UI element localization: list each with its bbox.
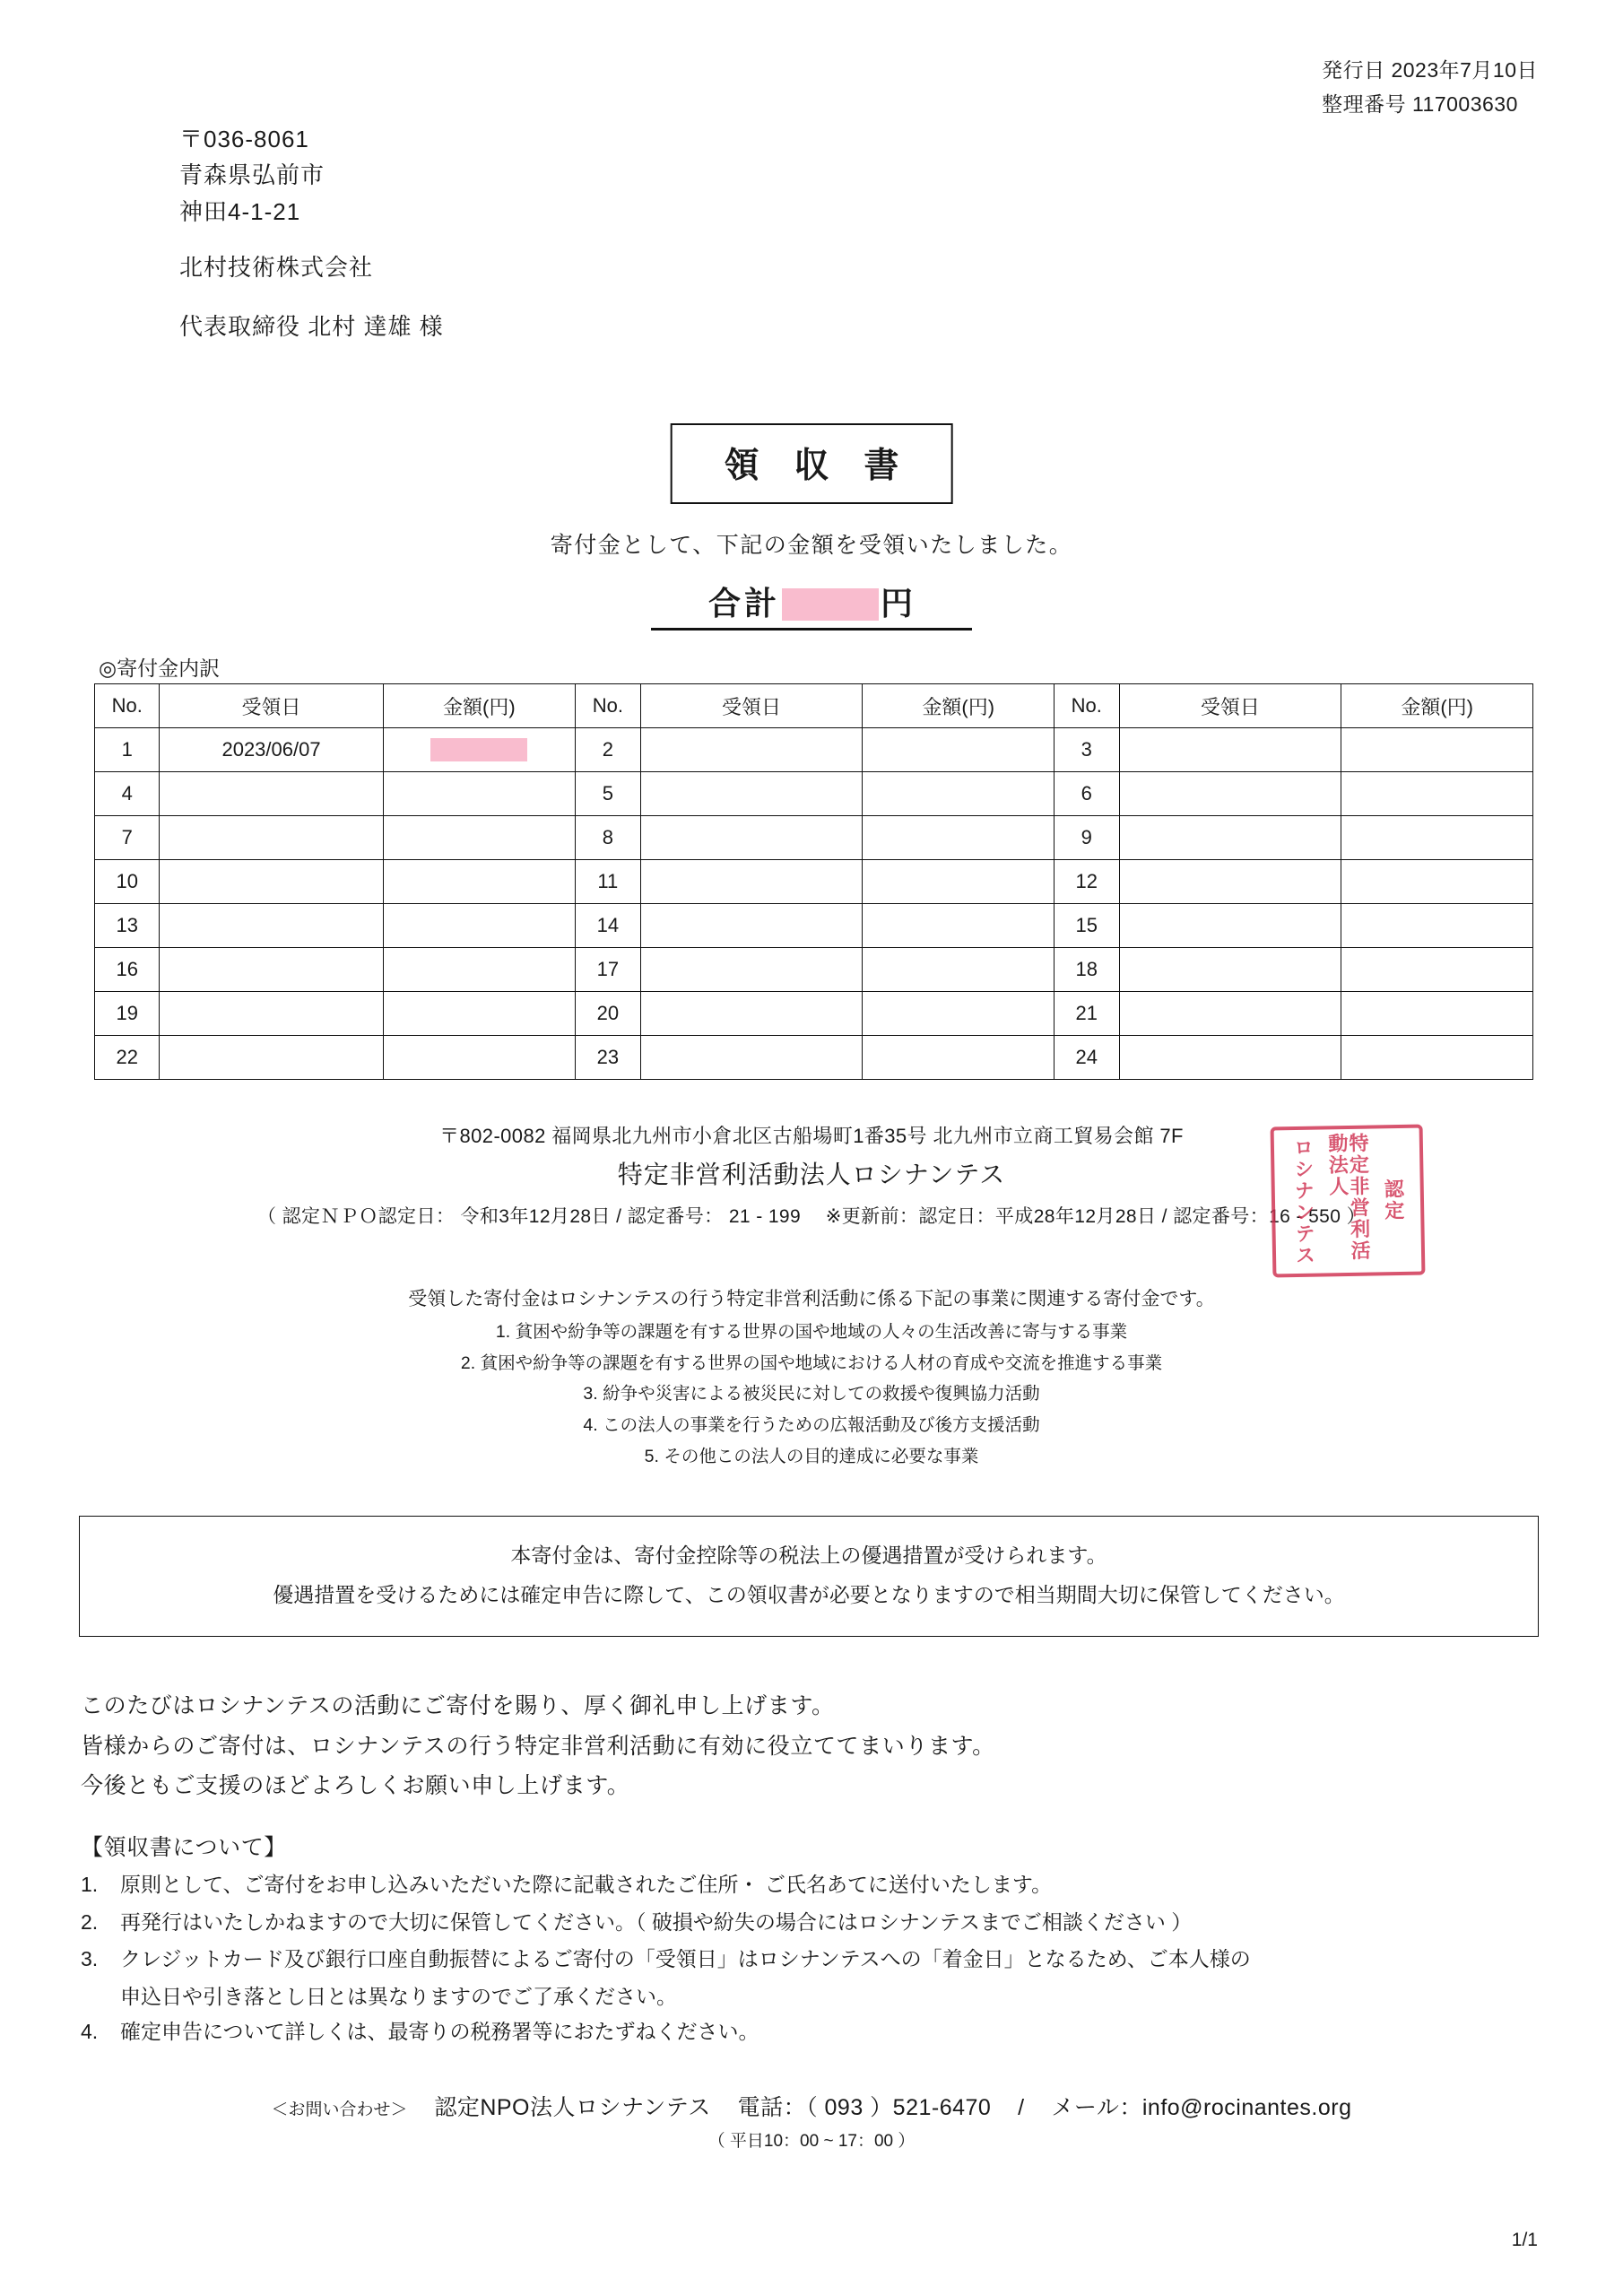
table-row: [95, 816, 1533, 860]
document-title: 領 収 書: [671, 423, 953, 504]
cell-amount: [1341, 992, 1533, 1036]
th-date-2: 受領日: [640, 684, 863, 728]
cell-date: [640, 904, 863, 948]
cell-no: 13: [95, 904, 160, 948]
cell-date: [640, 992, 863, 1036]
purpose-item: 2. 貧困や紛争等の課題を有する世界の国や地域における人材の育成や交流を推進する事業: [460, 1352, 1163, 1373]
about-item: [81, 1905, 1551, 1941]
cell-date: [1119, 948, 1341, 992]
addressee-block: [179, 121, 444, 344]
cell-no: 21: [1055, 992, 1119, 1036]
cell-date: [640, 772, 863, 816]
cell-amount: [383, 904, 576, 948]
total-amount-row: [651, 578, 972, 631]
table-row: [95, 904, 1533, 948]
contact-mail: メール：info@rocinantes.org: [1051, 2095, 1352, 2120]
cell-date: [640, 948, 863, 992]
th-date-3: 受領日: [1119, 684, 1341, 728]
about-item-number: 3.: [81, 1947, 99, 1971]
cell-no: 5: [576, 772, 640, 816]
th-no-1: No.: [95, 684, 160, 728]
cell-no: 10: [95, 860, 160, 904]
cell-amount: [1341, 904, 1533, 948]
cell-no: 14: [576, 904, 640, 948]
seal-text-3: ロシナンテス: [1290, 1136, 1316, 1267]
cell-amount: [863, 772, 1055, 816]
cell-no: 17: [576, 948, 640, 992]
seal-text-2: 特定非営利活動法人: [1324, 1132, 1372, 1263]
org-name: 特定非営利活動法人ロシナンテス: [617, 1161, 1006, 1188]
purpose-item: 1. 貧困や紛争等の課題を有する世界の国や地域の人々の生活改善に寄与する事業: [495, 1322, 1128, 1342]
addressee-street: 神田4-1-21: [179, 197, 301, 225]
cell-no: 12: [1055, 860, 1119, 904]
cell-amount: [383, 1036, 576, 1080]
purpose-heading: 受領した寄付金はロシナンテスの行う特定非営利活動に係る下記の事業に関連する寄付金です。: [408, 1289, 1215, 1309]
about-item-text: 原則として、ご寄付をお申し込みいただいた際に記載されたご住所・ ご氏名あてに送付いたします。: [120, 1873, 1053, 1896]
cell-no: 11: [576, 860, 640, 904]
tax-notice-line-2: 優遇措置を受けるためには確定申告に際して、この領収書が必要となりますので相当期間大切に保管してください。: [273, 1582, 1345, 1606]
cell-amount: [1341, 1036, 1533, 1080]
breakdown-caption: ◎寄付金内訳: [99, 657, 221, 680]
thanks-line-1: このたびはロシナンテスの活動にご寄付を賜り、厚く御礼申し上げます。: [81, 1693, 835, 1718]
tax-notice-line-1: 本寄付金は、寄付金控除等の税法上の優遇措置が受けられます。: [510, 1544, 1107, 1567]
cell-amount: [383, 860, 576, 904]
table-row: [95, 948, 1533, 992]
cell-date: [160, 772, 383, 816]
page-number: 1/1: [1511, 2230, 1538, 2250]
purpose-item: 3. 紛争や災害による被災民に対しての救援や復興協力活動: [583, 1384, 1040, 1405]
cell-date: [640, 1036, 863, 1080]
cell-no: 4: [95, 772, 160, 816]
receipt-lead-text: 寄付金として、下記の金額を受領いたしました。: [550, 533, 1073, 558]
cell-amount: [1341, 860, 1533, 904]
contact-prefix: ＜お問い合わせ＞: [271, 2100, 408, 2119]
cell-no: 2: [576, 728, 640, 772]
cell-date: [160, 816, 383, 860]
cell-no: 19: [95, 992, 160, 1036]
addressee-prefecture-city: 青森県弘前市: [179, 161, 325, 189]
th-no-2: No.: [576, 684, 640, 728]
cell-no: 1: [95, 728, 160, 772]
reference-number: 整理番号 117003630: [1322, 91, 1518, 116]
thanks-message: [81, 1686, 995, 1806]
cell-no: 7: [95, 816, 160, 860]
cell-date: [160, 860, 383, 904]
cell-no: 20: [576, 992, 640, 1036]
cell-amount: [383, 772, 576, 816]
cell-no: 15: [1055, 904, 1119, 948]
cell-amount: [383, 992, 576, 1036]
cell-date: [1119, 860, 1341, 904]
cell-amount: [1341, 772, 1533, 816]
donation-breakdown-table: [94, 683, 1533, 1080]
cell-no: 18: [1055, 948, 1119, 992]
cell-amount: [863, 860, 1055, 904]
cell-date: [160, 904, 383, 948]
th-amount-3: 金額(円): [1341, 684, 1533, 728]
table-header-row: [95, 684, 1533, 728]
cell-no: 3: [1055, 728, 1119, 772]
cell-amount: [863, 992, 1055, 1036]
table-row: [95, 1036, 1533, 1080]
about-item: [81, 2014, 1551, 2050]
cell-date: [1119, 728, 1341, 772]
amount-redaction: [430, 738, 527, 761]
cell-date: 2023/06/07: [160, 728, 383, 772]
cell-date: [160, 992, 383, 1036]
cell-amount: [863, 816, 1055, 860]
about-item-continuation: 申込日や引き落とし日とは異なりますのでご了承ください。: [120, 1984, 677, 2008]
purpose-item: 5. その他この法人の目的達成に必要な事業: [644, 1446, 979, 1466]
about-item-text: 確定申告について詳しくは、最寄りの税務署等におたずねください。: [120, 2020, 759, 2044]
cell-date: [1119, 772, 1341, 816]
contact-line: [0, 2090, 1623, 2122]
total-label: 合計: [707, 585, 780, 622]
about-item-text: 再発行はいたしかねますので大切に保管してください。（ 破損や紛失の場合にはロシナンテスまでご相談ください ）: [120, 1909, 1193, 1934]
thanks-line-3: 今後ともご支援のほどよろしくお願い申し上げます。: [81, 1773, 630, 1798]
cell-date: [1119, 992, 1341, 1036]
cell-amount-redacted: [383, 728, 576, 772]
contact-tel: 電話：（ 093 ）521-6470: [737, 2095, 992, 2120]
th-amount-2: 金額(円): [863, 684, 1055, 728]
cell-no: 22: [95, 1036, 160, 1080]
addressee-postal-code: 〒036-8061: [179, 126, 309, 152]
total-yen-unit: 円: [881, 585, 916, 622]
official-seal-stamp: [1271, 1125, 1426, 1278]
total-amount-redaction: [782, 588, 879, 621]
cell-amount: [863, 904, 1055, 948]
cell-no: 24: [1055, 1036, 1119, 1080]
cell-amount: [383, 948, 576, 992]
cell-no: 9: [1055, 816, 1119, 860]
cell-date: [640, 728, 863, 772]
contact-separator: /: [1018, 2095, 1025, 2120]
cell-date: [1119, 904, 1341, 948]
th-date-1: 受領日: [160, 684, 383, 728]
cell-amount: [863, 728, 1055, 772]
table-row: [95, 728, 1533, 772]
cell-amount: [383, 816, 576, 860]
thanks-line-2: 皆様からのご寄付は、ロシナンテスの行う特定非営利活動に有効に役立ててまいります。: [81, 1733, 995, 1759]
table-body: [95, 728, 1533, 1080]
th-no-3: No.: [1055, 684, 1119, 728]
cell-amount: [1341, 816, 1533, 860]
cell-no: 8: [576, 816, 640, 860]
about-item-number: 2.: [81, 1909, 99, 1934]
document-meta: [1322, 54, 1538, 122]
org-address: 〒802-0082 福岡県北九州市小倉北区古船場町1番35号 北九州市立商工貿易会館 7F: [439, 1125, 1184, 1147]
cell-amount: [1341, 948, 1533, 992]
tax-notice-box: [79, 1516, 1539, 1637]
addressee-company: 北村技術株式会社: [179, 253, 374, 281]
table-row: [95, 992, 1533, 1036]
contact-hours: （ 平日10：00 ~ 17：00 ）: [707, 2132, 916, 2151]
cell-no: 23: [576, 1036, 640, 1080]
table-row: [95, 772, 1533, 816]
purpose-list: [0, 1317, 1623, 1473]
about-item: [81, 1942, 1551, 1978]
about-item-text: クレジットカード及び銀行口座自動振替によるご寄付の「受領日」はロシナンテスへの「着金日」となるため、ご本人様の: [120, 1947, 1251, 1971]
cell-no: 6: [1055, 772, 1119, 816]
cell-no: 16: [95, 948, 160, 992]
about-receipt-list: [81, 1867, 1551, 2052]
table-row: [95, 860, 1533, 904]
cell-date: [1119, 1036, 1341, 1080]
cell-date: [640, 860, 863, 904]
cell-date: [1119, 816, 1341, 860]
seal-text-1: 認定: [1381, 1178, 1406, 1222]
cell-amount: [1341, 728, 1533, 772]
about-item-number: 4.: [81, 2020, 99, 2044]
about-receipt-title: 【領収書について】: [81, 1835, 287, 1860]
about-item-number: 1.: [81, 1873, 99, 1896]
cell-amount: [863, 1036, 1055, 1080]
purpose-item: 4. この法人の事業を行うための広報活動及び後方支援活動: [583, 1415, 1040, 1436]
about-item: [81, 1867, 1551, 1903]
cell-date: [160, 1036, 383, 1080]
cell-amount: [863, 948, 1055, 992]
addressee-person: 代表取締役 北村 達雄 様: [179, 313, 444, 341]
cell-date: [640, 816, 863, 860]
issue-date: 発行日 2023年7月10日: [1322, 58, 1538, 82]
contact-org: 認定NPO法人ロシナンテス: [434, 2095, 711, 2120]
org-certification: （ 認定ＮＰＯ認定日： 令和3年12月28日 / 認定番号： 21 - 199 ※更新前：認定日：平成28年12月28日 / 認定番号：16 - 550 ）: [257, 1206, 1366, 1227]
cell-date: [160, 948, 383, 992]
th-amount-1: 金額(円): [383, 684, 576, 728]
